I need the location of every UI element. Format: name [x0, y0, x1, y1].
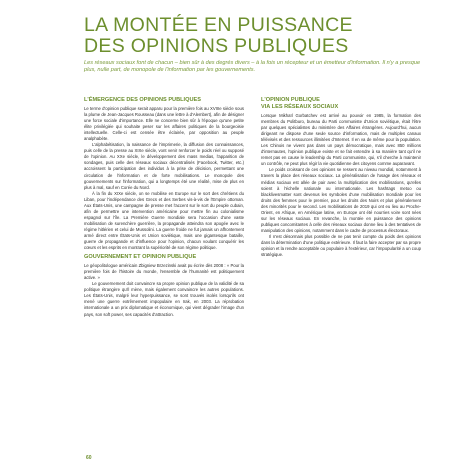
right-column	[261, 97, 421, 258]
paragraph: Il n'est désormais plus possible de ne pas tenir compte du poids des opinions dans la détermination d'une politique extérieure. Il faut la faire accepter par sa propre opinion et la rendre acceptable ou populaire à l'extérieur, car l'impopularité a un coup stratégique.	[261, 233, 421, 258]
paragraph: Le terme d'opinion publique serait apparu pour la première fois au XVIIIe siècle sous la plume de Jean-Jacques Rousseau (dans une lettre à d'Alembert), afin de désigner une force sociale d'importance. Elle ne concerne bien sûr à l'époque qu'une petite élite privilégiée qui souhaite peser sur les affaires politiques de la bourgeoisie intellectuelle. Celle-ci est censée être éclairée, par opposition au peuple analphabète.	[84, 106, 244, 142]
page-number: 60	[86, 455, 92, 461]
paragraph: L'alphabétisation, la naissance de l'imprimerie, la diffusion des connaissances, puis celle de la presse au XIXe siècle, vont venir renforcer le poids réel ou supposé de l'opinion. Au XXe siècle, le développement des mass medias, l'apparition de sondages, puis celle des réseaux sociaux décentralisés (Facebook, Twitter, etc.) accroissent la participation des individus à la prise de décision, permettant une circulation de l'information et de forte mobilisations. Le monopole des gouvernements sur l'information, qui a longtemps été une réalité, mise de plus en plus à mal, sauf en Corée du Nord.	[84, 142, 244, 190]
section-heading-reseaux	[261, 97, 421, 111]
paragraph: Le poids croissant de ces opinions se ressent au niveau mondial, notamment à travers la place des réseaux sociaux. La généralisation de l'usage des réseaux et médias sociaux est allée de pair avec la multiplication des mobilisations, qu'elles soient à l'échelle nationale ou internationale. Les hashtags metoo ou blacklivesmatter sont devenus les symboles d'une mobilisation mondiale pour les droits des femmes pour le premier, pour les droits des Noirs et plus généralement des minorités pour le second. Les mobilisations de 2019 qui ont eu lieu au Proche-Orient, en Afrique, en Amérique latine, en Europe ont été nourries voire sont nées sur les réseaux sociaux. En revanche, la montée en puissance des opinions publiques concomitantes à celle des réseaux sociaux donne lieu à des tentatives de manipulation des opinions, notamment dans le cadre de processus électoraux.	[261, 167, 421, 233]
title-line-2: DES OPINIONS PUBLIQUES	[84, 35, 349, 57]
title-line-1: LA MONTÉE EN PUISSANCE	[84, 14, 353, 36]
paragraph: Lorsque Mikhaïl Gorbatchev est arrivé au pouvoir en 1985, la formation des membres du Politburo, bureau du Parti communiste d'Union soviétique, était l'être par quelques spécialistes du ministère des Affaires étrangères. Aujourd'hui, aucun dirigeant ne dispose d'une seule source d'information, mais de multiples canaux télévisés et des ressources illimitées d'Internet. Il en va de même pour la population. Les Chinois ne vivent pas dans un pays démocratique, mais avec 850 millions d'internautes, l'opinion publique existe et se fait entendre à sa manière tant qu'il ne remet pas en cause le leadership du Parti communiste, qui, s'il cherche à maintenir un contrôle, ne peut plus régir la vie quotidienne des citoyens comme auparavant.	[261, 113, 421, 167]
left-column	[84, 97, 244, 318]
heading-line-2: VIA LES RÉSEAUX SOCIAUX	[261, 104, 339, 110]
paragraph: Le gouvernement doit convaincre sa propre opinion publique de la validité de sa politique étrangère qu'il mène, mais également convaincre les autres populations. Les États-Unis, malgré leur hyperpuissance, se sont trouvés isolés lorsqu'ils ont mené une guerre extrêmement impopulaire en Irak, en 2003. La réprobation internationale a un prix diplomatique et économique, qui vient dégrader l'image d'un pays, son soft power, ses capacités d'attraction.	[84, 281, 244, 317]
page-title	[84, 15, 424, 57]
paragraph: Le géopolitologue américain Zbigniew Brzezinski avait pu écrire dès 2008 : « Pour la première fois de l'histoire du monde, l'ensemble de l'humanité est politiquement active. »	[84, 263, 244, 281]
paragraph: À la fin du XIXe siècle, on se mobilise en Europe sur le sort des chrétiens du Liban, pour l'indépendance des Grecs et des Serbes vis-à-vis de l'Empire ottoman. Aux États-Unis, une campagne de presse met l'accent sur le sort du peuple cubain, afin de permettre une intervention américaine pour mettre fin au colonialisme espagnol sur l'île. La Première Guerre mondiale sera l'occasion d'une vaste mobilisation de surenchère guerrière, la propagande atteindra son apogée avec le régime hitlérien et celui de Mussolini. La guerre froide ne fut jamais un affrontement armé direct entre États-Unis et Union soviétique, mais une gigantesque bataille, guerre de propagande et d'influence pour l'opinion, chacun voulant conquérir les cœurs et les esprits en montrant la supériorité de son régime politique.	[84, 190, 244, 251]
section-heading-emergence: L'ÉMERGENCE DES OPINIONS PUBLIQUES	[84, 97, 201, 103]
lead-paragraph: Les réseaux sociaux font de chacun – bien sûr à des degrés divers – à la fois un récepteur et un émetteur d'information. Il n'y a presque plus, nulle part, de monopole de l'information par les gouvernements.	[84, 60, 421, 74]
section-heading-gouvernement: GOUVERNEMENT ET OPINION PUBLIQUE	[84, 254, 197, 261]
heading-line-1: L'OPINION PUBLIQUE	[261, 97, 320, 103]
